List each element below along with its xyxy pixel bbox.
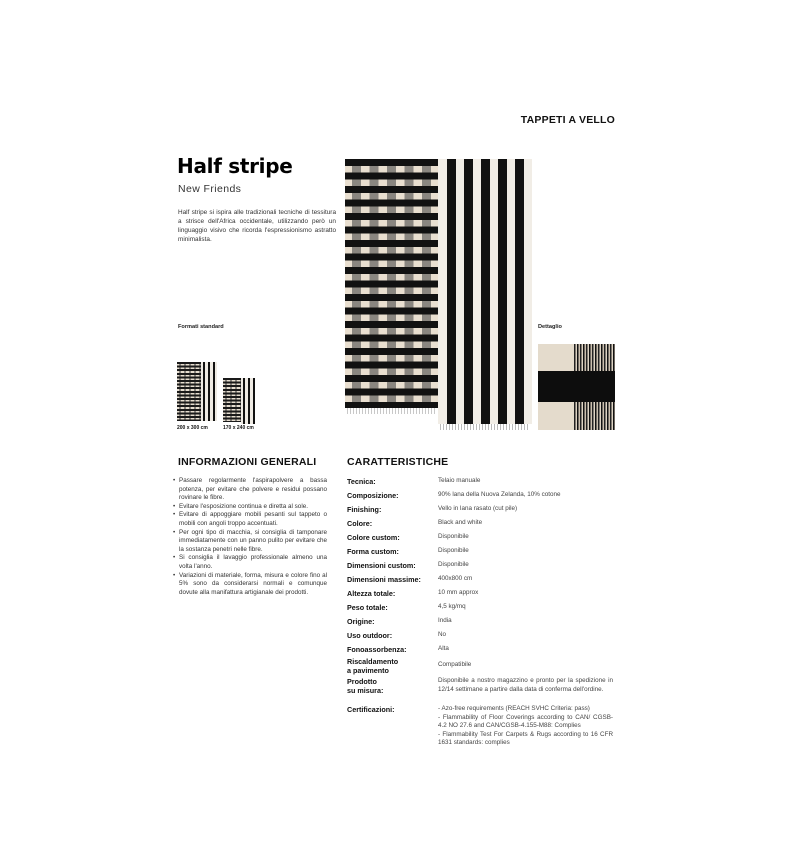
format-thumbnail-large-stripe <box>201 362 217 421</box>
formats-label: Formati standard <box>178 324 224 330</box>
spec-key: Colore custom: <box>347 533 400 542</box>
spec-value: India <box>438 617 452 624</box>
spec-value: Compatibile <box>438 661 472 668</box>
format-size-small: 170 x 240 cm <box>223 425 254 431</box>
care-instructions-list <box>173 477 327 597</box>
spec-key: Peso totale: <box>347 603 388 612</box>
detail-label: Dettaglio <box>538 324 562 330</box>
spec-key: Fonoassorbenza: <box>347 645 407 654</box>
spec-value: - Azo-free requirements (REACH SVHC Criteria: pass) - Flammability of Floor Coverings according to CAN/ CGSB-4.2 NO 27.6 and CAN/CGSB-4.155-M88: Complies - Flammability Test For Carpets & Rugs according to 16 CFR 1631 standards: complies <box>438 705 613 747</box>
spec-value: 4,5 kg/mq <box>438 603 466 610</box>
spec-key: Prodotto su misura: <box>347 677 384 695</box>
spec-value: Disponibile <box>438 561 469 568</box>
category-heading: TAPPETI A VELLO <box>520 114 615 126</box>
spec-value: 400x800 cm <box>438 575 473 582</box>
format-thumbnail-small-stripe <box>241 378 255 424</box>
characteristics-title: CARATTERISTICHE <box>347 456 449 468</box>
rug-image-checked-half <box>345 159 438 408</box>
spec-value: Disponibile a nostro magazzino e pronto per la spedizione in 12/14 settimane a partire dalla data di conferma dell'ordine. <box>438 677 613 693</box>
spec-key: Altezza totale: <box>347 589 396 598</box>
spec-key: Tecnica: <box>347 477 376 486</box>
list-item: • Variazioni di materiale, forma, misura e colore fino al 5% sono da considerarsi normali e comunque dovute alla manifattura artigianale dei prodotti. <box>173 572 327 598</box>
spec-key: Riscaldamento a pavimento <box>347 657 399 675</box>
spec-key: Certificazioni: <box>347 705 395 714</box>
list-item: • Si consiglia il lavaggio professionale almeno una volta l'anno. <box>173 554 327 571</box>
spec-key: Composizione: <box>347 491 399 500</box>
spec-value: Vello in lana rasato (cut pile) <box>438 505 518 512</box>
spec-value: Black and white <box>438 519 483 526</box>
spec-key: Uso outdoor: <box>347 631 393 640</box>
format-size-large: 200 x 300 cm <box>177 425 208 431</box>
list-item: • Per ogni tipo di macchia, si consiglia di tamponare immediatamente con un panno pulito per evitare che la sostanza penetri nelle fibre. <box>173 529 327 555</box>
product-description: Half stripe si ispira alle tradizionali tecniche di tessitura a strisce dell'Africa occidentale, utilizzando però un linguaggio visivo che ricorda l'espressionismo astratto minimalista. <box>178 209 336 243</box>
collection-name: New Friends <box>178 183 242 195</box>
spec-value: No <box>438 631 447 638</box>
general-info-title: INFORMAZIONI GENERALI <box>178 456 317 468</box>
spec-key: Dimensioni custom: <box>347 561 416 570</box>
spec-value: Telaio manuale <box>438 477 481 484</box>
rug-fringe <box>440 424 530 430</box>
spec-key: Colore: <box>347 519 373 528</box>
format-thumbnail-large <box>177 362 201 421</box>
detail-image <box>538 344 615 430</box>
spec-key: Dimensioni massime: <box>347 575 421 584</box>
spec-key: Finishing: <box>347 505 382 514</box>
spec-value: 90% lana della Nuova Zelanda, 10% cotone <box>438 491 561 498</box>
spec-value: Disponibile <box>438 533 469 540</box>
spec-value: 10 mm approx <box>438 589 479 596</box>
list-item: • Passare regolarmente l'aspirapolvere a bassa potenza, per evitare che polvere e residui possano rovinare le fibre. <box>173 477 327 503</box>
format-thumbnail-small <box>223 378 241 422</box>
rug-image-striped-half <box>438 159 532 424</box>
spec-value: Alta <box>438 645 449 652</box>
list-item: • Evitare l'esposizione continua e diretta al sole. <box>173 503 327 512</box>
product-title: Half stripe <box>177 154 293 178</box>
list-item: • Evitare di appoggiare mobili pesanti sul tappeto o mobili con angoli troppo accentuati. <box>173 511 327 528</box>
spec-value: Disponibile <box>438 547 469 554</box>
spec-key: Origine: <box>347 617 375 626</box>
rug-fringe <box>347 408 436 414</box>
spec-key: Forma custom: <box>347 547 399 556</box>
